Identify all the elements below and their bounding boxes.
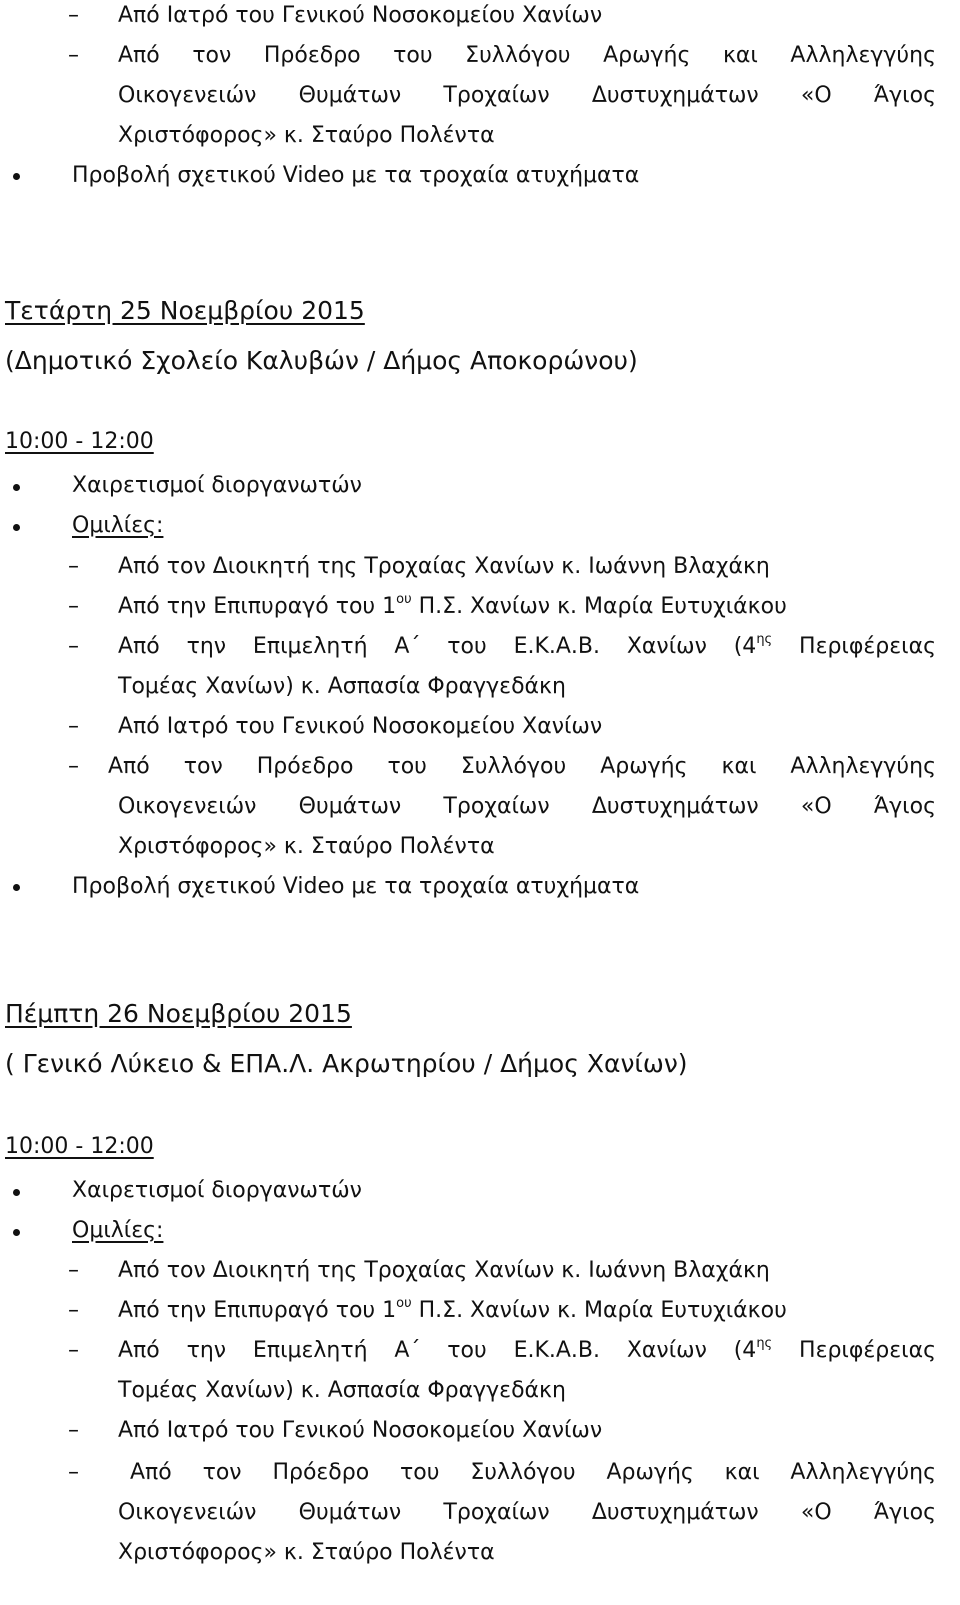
greeting-item: Χαιρετισμοί διοργανωτών [72,473,362,498]
bullet-icon [13,484,20,491]
speaker-line: Χριστόφορος» κ. Σταύρο Πολέντα [118,834,495,859]
speaker-line: Από την Επιπυραγό του $1^{o\upsilon}$ Π.Σ. Χανίων κ. Μαρία Ευτυχιάκου [118,591,787,619]
list-dash: – [68,634,79,659]
speaker-line: Από την Επιπυραγό του $1^{o\upsilon}$ Π.Σ. Χανίων κ. Μαρία Ευτυχιάκου [118,1295,787,1323]
list-dash: – [68,1460,79,1485]
greeting-item: Χαιρετισμοί διοργανωτών [72,1178,362,1203]
speaker-line: Από την Επιμελητή Α΄ του Ε.Κ.Α.Β. Χανίων ($4^{\eta\varsigma}$ Περιφέρειας [118,1335,936,1363]
day-time: 10:00 - 12:00 [5,429,154,454]
speaker-line: Χριστόφορος» κ. Σταύρο Πολέντα [118,123,495,148]
speaker-line: Τομέας Χανίων) κ. Ασπασία Φραγγεδάκη [118,674,566,699]
bullet-icon [13,884,20,891]
list-dash: – [68,1338,79,1363]
speaker-line: Τομέας Χανίων) κ. Ασπασία Φραγγεδάκη [118,1378,566,1403]
bullet-icon [13,524,20,531]
list-dash: – [68,554,79,579]
speaker-line: Από Ιατρό του Γενικού Νοσοκομείου Χανίων [118,3,603,28]
day-venue: ( Γενικό Λύκειο & ΕΠΑ.Λ. Ακρωτηρίου / Δήμος Χανίων) [5,1049,688,1078]
speaker-line: Από τον Διοικητή της Τροχαίας Χανίων κ. Ιωάννη Βλαχάκη [118,554,770,579]
list-dash: – [68,714,79,739]
day-date: Πέμπτη 26 Νοεμβρίου 2015 [5,999,352,1028]
day-venue: (Δημοτικό Σχολείο Καλυβών / Δήμος Αποκορώνου) [5,346,638,375]
list-dash: – [68,3,79,28]
speaker-line: Οικογενειών Θυμάτων Τροχαίων Δυστυχημάτων «Ο Άγιος [118,83,936,108]
bullet-icon [13,1189,20,1196]
speaker-line: Οικογενειών Θυμάτων Τροχαίων Δυστυχημάτων «Ο Άγιος [118,794,936,819]
speaker-line: Από τον Πρόεδρο του Συλλόγου Αρωγής και Αλληλεγγύης [118,43,936,68]
speaker-line: Από Ιατρό του Γενικού Νοσοκομείου Χανίων [118,1418,603,1443]
list-dash: – [68,594,79,619]
speaker-line: Από Ιατρό του Γενικού Νοσοκομείου Χανίων [118,714,603,739]
list-dash: – [68,1258,79,1283]
bullet-icon [13,173,20,180]
speeches-label: Ομιλίες: [72,1218,164,1243]
speaker-line: Από τον Πρόεδρο του Συλλόγου Αρωγής και Αλληλεγγύης [108,754,936,779]
bullet-icon [13,1229,20,1236]
list-dash: – [68,1298,79,1323]
speaker-line: Από τον Διοικητή της Τροχαίας Χανίων κ. Ιωάννη Βλαχάκη [118,1258,770,1283]
list-dash: – [68,43,79,68]
speaker-line: Από την Επιμελητή Α΄ του Ε.Κ.Α.Β. Χανίων ($4^{\eta\varsigma}$ Περιφέρειας [118,631,936,659]
video-item: Προβολή σχετικού Video με τα τροχαία ατυχήματα [72,163,640,188]
video-item: Προβολή σχετικού Video με τα τροχαία ατυχήματα [72,874,640,899]
speaker-line: Χριστόφορος» κ. Σταύρο Πολέντα [118,1540,495,1565]
day-date: Τετάρτη 25 Νοεμβρίου 2015 [5,296,365,325]
list-dash: – [68,1418,79,1443]
speeches-label: Ομιλίες: [72,513,164,538]
speaker-line: Από τον Πρόεδρο του Συλλόγου Αρωγής και Αλληλεγγύης [130,1460,936,1485]
day-time: 10:00 - 12:00 [5,1134,154,1159]
speaker-line: Οικογενειών Θυμάτων Τροχαίων Δυστυχημάτων «Ο Άγιος [118,1500,936,1525]
list-dash: – [68,754,79,779]
